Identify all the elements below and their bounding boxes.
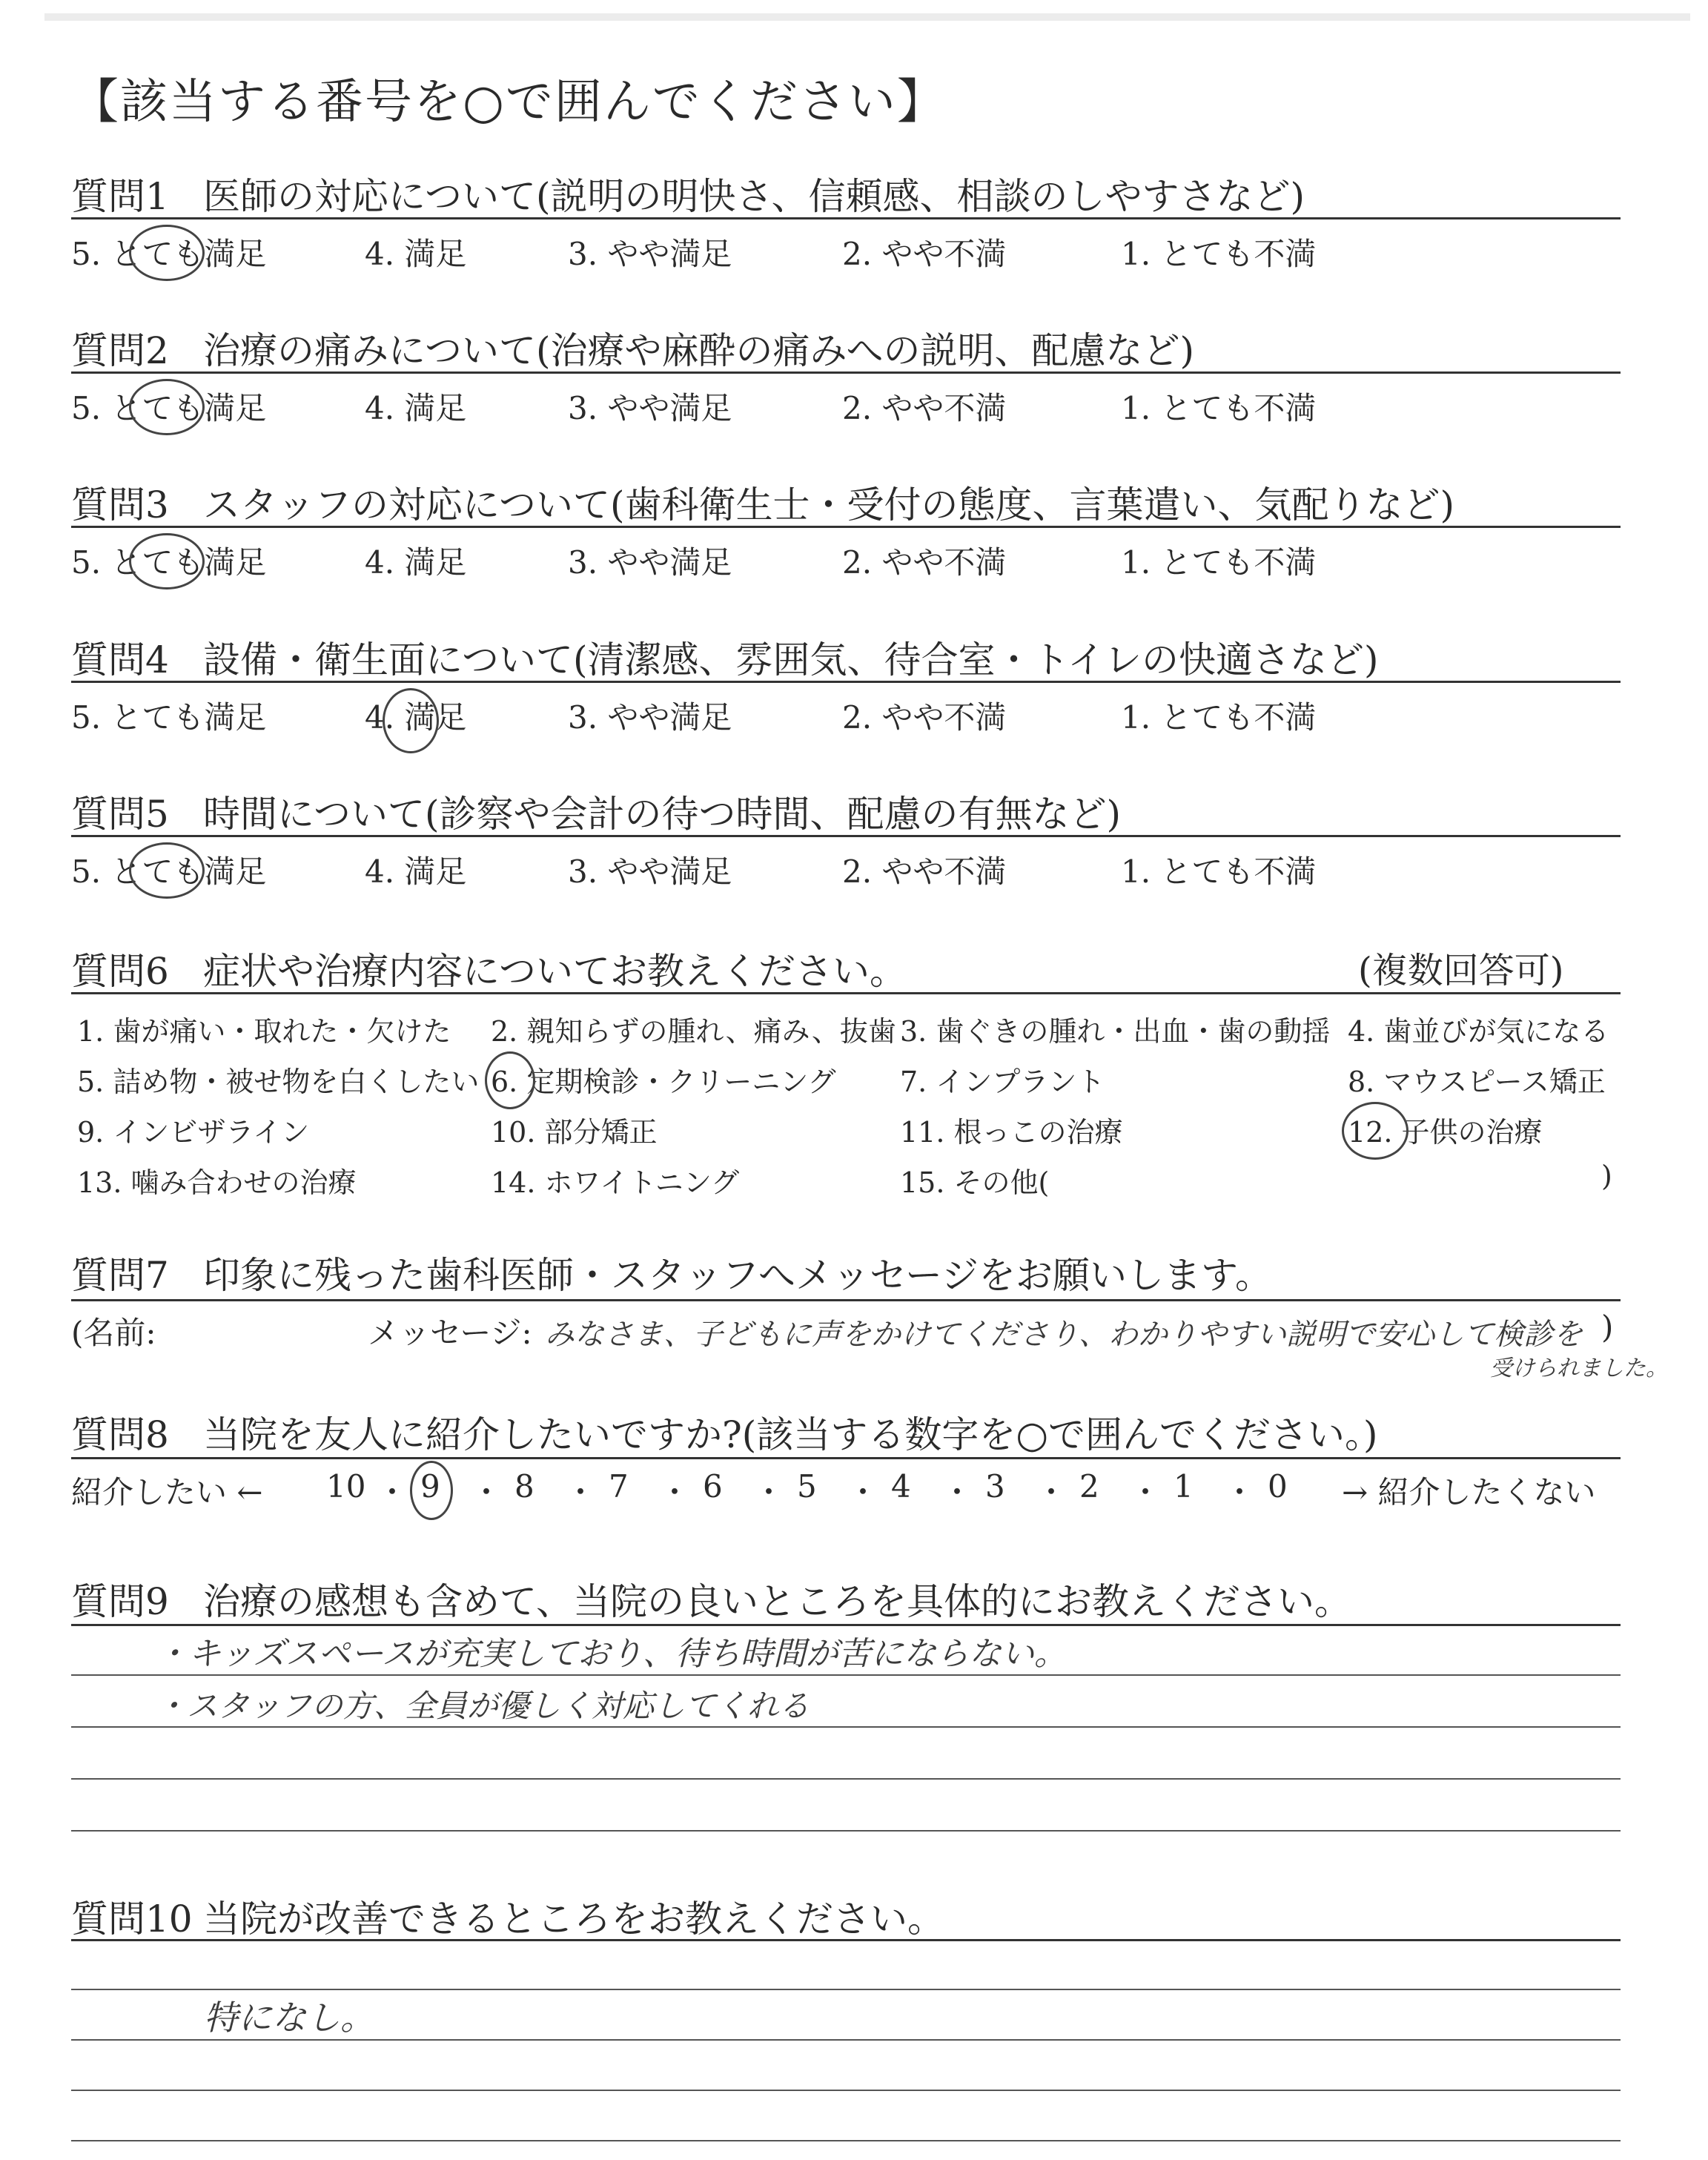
q10-text: 当院が改善できるところをお教えください。	[203, 1898, 944, 1941]
q6-heading	[71, 942, 907, 995]
q6-option[interactable]: 14. ホワイトニング	[491, 1166, 740, 1199]
q10-line	[71, 2090, 1621, 2091]
question-3-option[interactable]: 2. やや不満	[842, 544, 1007, 581]
q7-rule	[71, 1299, 1621, 1301]
q6-option[interactable]: 5. 詰め物・被せ物を白くしたい	[77, 1066, 480, 1098]
q8-scale-separator: ・	[471, 1474, 503, 1510]
question-1-option[interactable]: 4. 満足	[365, 236, 467, 272]
q9-line	[71, 1726, 1621, 1728]
question-4-option[interactable]: 1. とても不満	[1121, 699, 1317, 736]
question-2-option[interactable]: 3. やや満足	[568, 390, 732, 426]
q7-name-label: (名前:	[71, 1315, 156, 1351]
q10-rule	[71, 1939, 1621, 1941]
q6-number: 質問6	[71, 950, 169, 993]
q8-scale-value[interactable]: 0	[1268, 1468, 1288, 1505]
question-5-heading	[71, 785, 1121, 838]
q8-scale-value[interactable]: 4	[891, 1468, 911, 1505]
q10-number: 質問10	[71, 1898, 193, 1941]
q8-scale-separator: ・	[659, 1474, 691, 1510]
q6-option[interactable]: 4. 歯並びが気になる	[1348, 1015, 1609, 1048]
question-1-option[interactable]: 5. とても満足	[71, 236, 267, 272]
q7-message-label: メッセージ:	[368, 1315, 532, 1351]
question-5-number: 質問5	[71, 793, 169, 836]
q7-number: 質問7	[71, 1254, 169, 1297]
q6-option[interactable]: 8. マウスピース矯正	[1348, 1066, 1606, 1098]
q9-line	[71, 1778, 1621, 1780]
q9-heading	[71, 1572, 1351, 1625]
question-3-rule	[71, 526, 1621, 528]
q6-option[interactable]: 15. その他(	[900, 1166, 1050, 1199]
q8-scale-value[interactable]: 2	[1079, 1468, 1099, 1505]
q6-option[interactable]: 9. インビザライン	[77, 1116, 310, 1149]
q6-option[interactable]: 13. 噛み合わせの治療	[77, 1166, 357, 1199]
question-5-text: 時間について(診察や会計の待つ時間、配慮の有無など)	[203, 793, 1122, 836]
q7-close-paren: )	[1601, 1309, 1614, 1345]
q8-scale-separator: ・	[941, 1474, 973, 1510]
question-4-option[interactable]: 2. やや不満	[842, 699, 1007, 736]
q10-line	[71, 2140, 1621, 2141]
q6-option[interactable]: 6. 定期検診・クリーニング	[491, 1066, 836, 1098]
q8-text: 当院を友人に紹介したいですか?(該当する数字を○で囲んでください。)	[203, 1413, 1378, 1456]
q8-scale-separator: ・	[377, 1474, 408, 1510]
selected-answer-circle	[129, 842, 205, 899]
question-2-number: 質問2	[71, 329, 169, 372]
question-1-text: 医師の対応について(説明の明快さ、信頼感、相談のしやすさなど)	[203, 175, 1305, 218]
question-1-option[interactable]: 3. やや満足	[568, 236, 732, 272]
question-2-option[interactable]: 2. やや不満	[842, 390, 1007, 426]
question-4-number: 質問4	[71, 638, 169, 681]
q8-scale-separator: ・	[1224, 1474, 1256, 1510]
selected-answer-circle	[410, 1461, 453, 1520]
q8-scale-value[interactable]: 5	[797, 1468, 817, 1505]
question-4-option[interactable]: 5. とても満足	[71, 699, 267, 736]
selected-answer-circle	[129, 533, 205, 589]
q8-right-label: → 紹介したくない	[1342, 1474, 1596, 1510]
q8-scale-separator: ・	[1036, 1474, 1068, 1510]
q7-heading	[71, 1246, 1272, 1299]
question-1-rule	[71, 217, 1621, 219]
question-3-option[interactable]: 1. とても不満	[1121, 544, 1317, 581]
q8-scale-separator: ・	[1130, 1474, 1162, 1510]
q8-scale-value[interactable]: 8	[514, 1468, 534, 1505]
q9-line	[71, 1674, 1621, 1676]
question-3-option[interactable]: 4. 満足	[365, 544, 467, 581]
selected-answer-circle	[129, 379, 205, 435]
question-2-option[interactable]: 1. とても不満	[1121, 390, 1317, 426]
q8-scale-value[interactable]: 7	[609, 1468, 629, 1505]
question-3-text: スタッフの対応について(歯科衛生士・受付の態度、言葉遣い、気配りなど)	[203, 483, 1455, 526]
question-1-heading	[71, 167, 1305, 220]
q6-multiple-note: (複数回答可)	[1358, 950, 1564, 991]
question-5-option[interactable]: 5. とても満足	[71, 853, 267, 890]
q6-option[interactable]: 7. インプラント	[900, 1066, 1105, 1098]
question-3-heading	[71, 475, 1454, 529]
q6-option[interactable]: 11. 根っこの治療	[900, 1116, 1123, 1149]
q8-scale-value[interactable]: 6	[703, 1468, 723, 1505]
q8-rule	[71, 1457, 1621, 1459]
selected-answer-circle	[129, 225, 205, 281]
question-1-option[interactable]: 1. とても不満	[1121, 236, 1317, 272]
question-4-option[interactable]: 4. 満足	[365, 699, 467, 736]
question-3-option[interactable]: 3. やや満足	[568, 544, 732, 581]
q6-rule	[71, 992, 1621, 994]
question-5-option[interactable]: 2. やや不満	[842, 853, 1007, 890]
q8-scale-value[interactable]: 9	[420, 1468, 440, 1505]
q8-scale-value[interactable]: 10	[326, 1468, 366, 1505]
q10-answer: 特になし。	[204, 1998, 374, 2038]
q6-text: 症状や治療内容についてお教えください。	[203, 950, 907, 993]
q8-scale-value[interactable]: 3	[985, 1468, 1005, 1505]
question-4-heading	[71, 630, 1379, 684]
question-4-rule	[71, 681, 1621, 683]
question-5-option[interactable]: 3. やや満足	[568, 853, 732, 890]
selected-answer-circle	[383, 688, 439, 753]
q9-text: 治療の感想も含めて、当院の良いところを具体的にお教えください。	[203, 1580, 1351, 1623]
q9-line	[71, 1830, 1621, 1832]
q7-message-line2: 受けられました。	[1490, 1355, 1668, 1381]
q8-scale-value[interactable]: 1	[1174, 1468, 1194, 1505]
q6-option[interactable]: 1. 歯が痛い・取れた・欠けた	[77, 1015, 451, 1048]
q9-number: 質問9	[71, 1580, 169, 1623]
q7-text: 印象に残った歯科医師・スタッフへメッセージをお願いします。	[203, 1254, 1272, 1297]
q8-scale-separator: ・	[753, 1474, 785, 1510]
question-3-number: 質問3	[71, 483, 169, 526]
question-2-rule	[71, 371, 1621, 374]
q8-scale-separator: ・	[847, 1474, 879, 1510]
question-1-number: 質問1	[71, 175, 169, 218]
question-1-option[interactable]: 2. やや不満	[842, 236, 1007, 272]
question-5-rule	[71, 835, 1621, 837]
question-2-text: 治療の痛みについて(治療や麻酔の痛みへの説明、配慮など)	[203, 329, 1195, 372]
q6-option[interactable]: 12. 子供の治療	[1348, 1116, 1543, 1149]
question-2-option[interactable]: 4. 満足	[365, 390, 467, 426]
question-2-heading	[71, 321, 1194, 374]
q10-heading	[71, 1889, 944, 1943]
q6-option[interactable]: 2. 親知らずの腫れ、痛み、抜歯	[491, 1015, 896, 1048]
scan-edge	[44, 13, 1690, 21]
question-2-option[interactable]: 5. とても満足	[71, 390, 267, 426]
q8-heading	[71, 1405, 1377, 1459]
question-4-option[interactable]: 3. やや満足	[568, 699, 732, 736]
q9-rule	[71, 1624, 1621, 1626]
q9-answer-line2: ・スタッフの方、全員が優しく対応してくれる	[156, 1688, 810, 1724]
q10-line	[71, 1989, 1621, 1990]
q9-answer-line1: ・キッズスペースが充実しており、待ち時間が苦にならない。	[156, 1635, 1067, 1673]
selected-answer-circle	[1342, 1102, 1409, 1160]
question-4-text: 設備・衛生面について(清潔感、雰囲気、待合室・トイレの快適さなど)	[203, 638, 1379, 681]
q8-scale-separator: ・	[565, 1474, 597, 1510]
q7-message-line1: みなさま、子どもに声をかけてくださり、わかりやすい説明で安心して検診を	[545, 1318, 1583, 1352]
q6-option[interactable]: )	[1601, 1160, 1612, 1192]
q6-option[interactable]: 3. 歯ぐきの腫れ・出血・歯の動揺	[900, 1015, 1331, 1048]
q8-left-label: 紹介したい ←	[71, 1474, 263, 1510]
q6-option[interactable]: 10. 部分矯正	[491, 1116, 658, 1149]
question-3-option[interactable]: 5. とても満足	[71, 544, 267, 581]
question-5-option[interactable]: 4. 満足	[365, 853, 467, 890]
question-5-option[interactable]: 1. とても不満	[1121, 853, 1317, 890]
page-title: 【該当する番号を○で囲んでください】	[71, 75, 946, 130]
q8-number: 質問8	[71, 1413, 169, 1456]
selected-answer-circle	[485, 1051, 535, 1109]
